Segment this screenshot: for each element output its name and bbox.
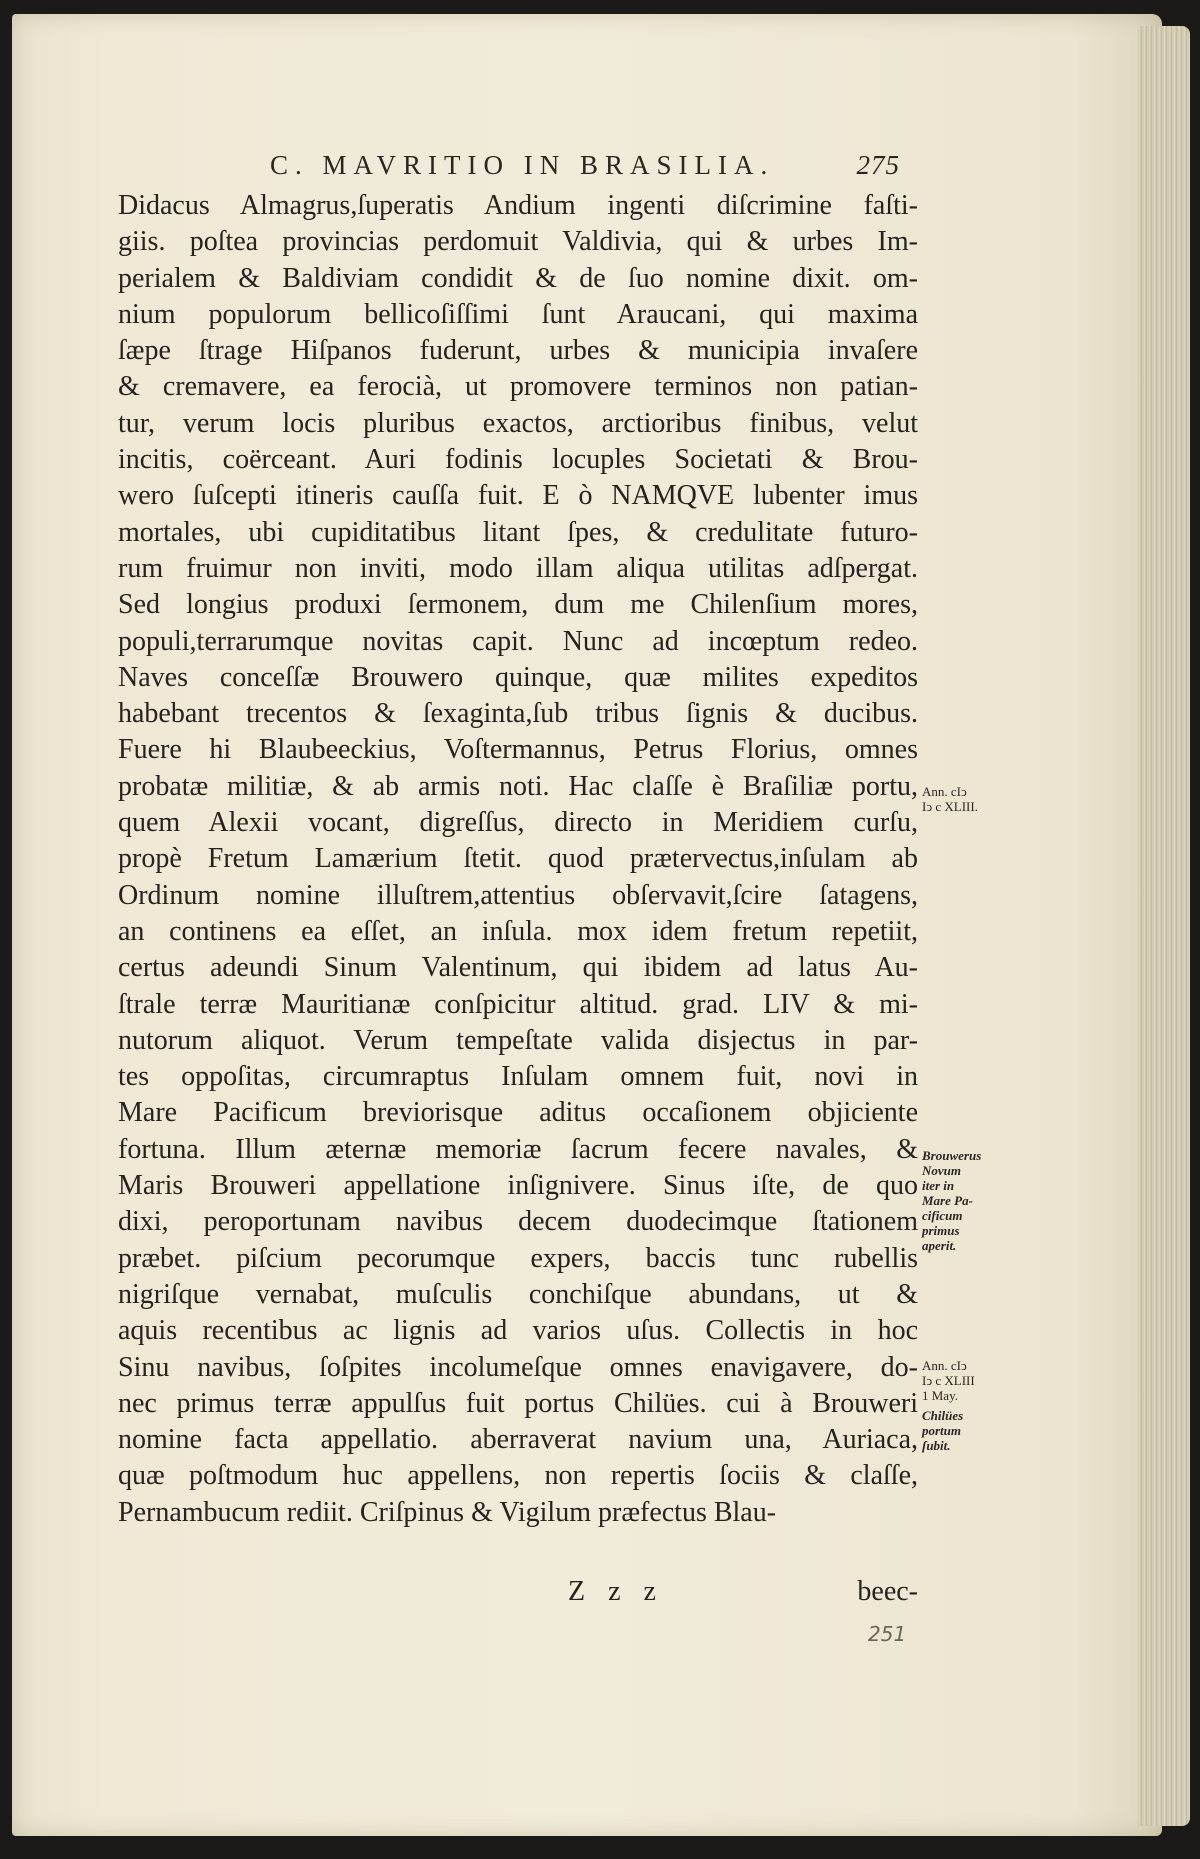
text-line: quæ poſtmodum huc appellens, non repertis ſociis & claſſe,	[118, 1460, 918, 1492]
running-header	[270, 150, 900, 190]
text-line: mortales, ubi cupiditatibus litant ſpes, & credulitate futuro-	[118, 516, 918, 548]
margin-note-line: aperit.	[922, 1238, 957, 1253]
margin-note-date-2	[922, 1358, 975, 1403]
text-line: Mare Pacificum breviorisque aditus occaſionem objiciente	[118, 1097, 918, 1129]
header-title: C. MAVRITIO IN BRASILIA.	[270, 150, 775, 180]
catch-line	[118, 1576, 918, 1612]
text-line: propè Fretum Lamærium ſtetit. quod prætervectus,inſulam ab	[118, 843, 918, 875]
text-line: incitis, coërceant. Auri fodinis locuples Societati & Brou-	[118, 444, 918, 476]
margin-note-line: iter in	[922, 1178, 955, 1193]
text-line: rum fruimur non inviti, modo illam aliqua utilitas adſpergat.	[118, 552, 918, 584]
text-line: Sed longius produxi ſermonem, dum me Chilenſium mores,	[118, 589, 918, 621]
text-line: probatæ militiæ, & ab armis noti. Hac claſſe è Braſiliæ portu,	[118, 770, 918, 802]
signature-mark: Z z z	[568, 1576, 664, 1607]
margin-note-line: portum	[922, 1423, 962, 1438]
text-line: præbet. piſcium pecorumque expers, baccis tunc rubellis	[118, 1242, 918, 1274]
margin-note-line: Mare Pa-	[922, 1193, 973, 1208]
margin-note-line: Brouwerus	[922, 1148, 982, 1163]
text-line: ſæpe ſtrage Hiſpanos fuderunt, urbes & municipia invaſere	[118, 335, 918, 367]
text-line: Ordinum nomine illuſtrem,attentius obſervavit,ſcire ſatagens,	[118, 879, 918, 911]
text-line: Naves conceſſæ Brouwero quinque, quæ milites expeditos	[118, 661, 918, 693]
text-line: nium populorum bellicoſiſſimi ſunt Araucani, qui maxima	[118, 298, 918, 330]
text-line: nigriſque vernabat, muſculis conchiſque abundans, ut &	[118, 1278, 918, 1310]
margin-note-chilues	[922, 1408, 963, 1453]
margin-note-line: cificum	[922, 1208, 963, 1223]
text-line: Sinu navibus, ſoſpites incolumeſque omnes enavigavere, do-	[118, 1351, 918, 1383]
margin-note-line: Novum	[922, 1163, 961, 1178]
margin-note-line: Iↄ c XLIII.	[922, 799, 978, 814]
text-line: nec primus terræ appulſus fuit portus Chilües. cui à Brouweri	[118, 1387, 918, 1419]
text-line: giis. poſtea provincias perdomuit Valdivia, qui & urbes Im-	[118, 226, 918, 258]
text-line: quem Alexii vocant, digreſſus, directo in Meridiem curſu,	[118, 807, 918, 839]
text-line: tur, verum locis pluribus exactos, arctioribus finibus, velut	[118, 407, 918, 439]
catchword: beec-	[857, 1576, 918, 1607]
margin-note-date-1	[922, 784, 978, 814]
margin-note-line: primus	[922, 1223, 960, 1238]
margin-note-line: Iↄ c XLIII	[922, 1373, 975, 1388]
text-line: dixi, peroportunam navibus decem duodecimque ſtationem	[118, 1206, 918, 1238]
margin-note-brouwerus	[922, 1148, 981, 1253]
text-line: habebant trecentos & ſexaginta,ſub tribus ſignis & ducibus.	[118, 698, 918, 730]
margin-note-line: Ann. cIↄ	[922, 784, 967, 799]
text-line: nomine facta appellatio. aberraverat navium una, Auriaca,	[118, 1424, 918, 1456]
text-line: fortuna. Illum æternæ memoriæ ſacrum fecere navales, &	[118, 1133, 918, 1165]
margin-note-line: Chilües	[922, 1408, 964, 1423]
text-line: perialem & Baldiviam condidit & de ſuo nomine dixit. om-	[118, 262, 918, 294]
text-line: populi,terrarumque novitas capit. Nunc ad incœptum redeo.	[118, 625, 918, 657]
text-line: Pernambucum rediit. Criſpinus & Vigilum præfectus Blau-	[118, 1496, 777, 1528]
text-line: tes oppoſitas, circumraptus Inſulam omnem fuit, novi in	[118, 1061, 918, 1093]
text-line: certus adeundi Sinum Valentinum, qui ibidem ad latus Au-	[118, 952, 918, 984]
margin-note-line: Ann. cIↄ	[922, 1358, 967, 1373]
text-line: & cremavere, ea ferocià, ut promovere terminos non patian-	[118, 371, 918, 403]
text-line: ſtrale terræ Mauritianæ conſpicitur altitud. grad. LIV & mi-	[118, 988, 918, 1020]
text-line: Maris Brouweri appellatione inſignivere. Sinus iſte, de quo	[118, 1170, 918, 1202]
page-edges	[1138, 26, 1190, 1826]
body-text	[118, 188, 918, 1531]
text-line: aquis recentibus ac lignis ad varios uſus. Collectis in hoc	[118, 1315, 918, 1347]
margin-note-line: ſubit.	[922, 1438, 951, 1453]
text-line: Didacus Almagrus,ſuperatis Andium ingenti diſcrimine faſti-	[118, 190, 918, 221]
text-line: nutorum aliquot. Verum tempeſtate valida disjectus in par-	[118, 1024, 918, 1056]
text-line: Fuere hi Blaubeeckius, Voſtermannus, Petrus Florius, omnes	[118, 734, 918, 766]
pencil-folio-note: 251	[868, 1622, 907, 1646]
text-line: wero ſuſcepti itineris cauſſa fuit. E ò NAMQVE lubenter imus	[118, 480, 918, 512]
margin-note-line: 1 May.	[922, 1388, 958, 1403]
text-line: an continens ea eſſet, an inſula. mox idem fretum repetiit,	[118, 915, 918, 947]
page-number: 275	[856, 150, 900, 180]
